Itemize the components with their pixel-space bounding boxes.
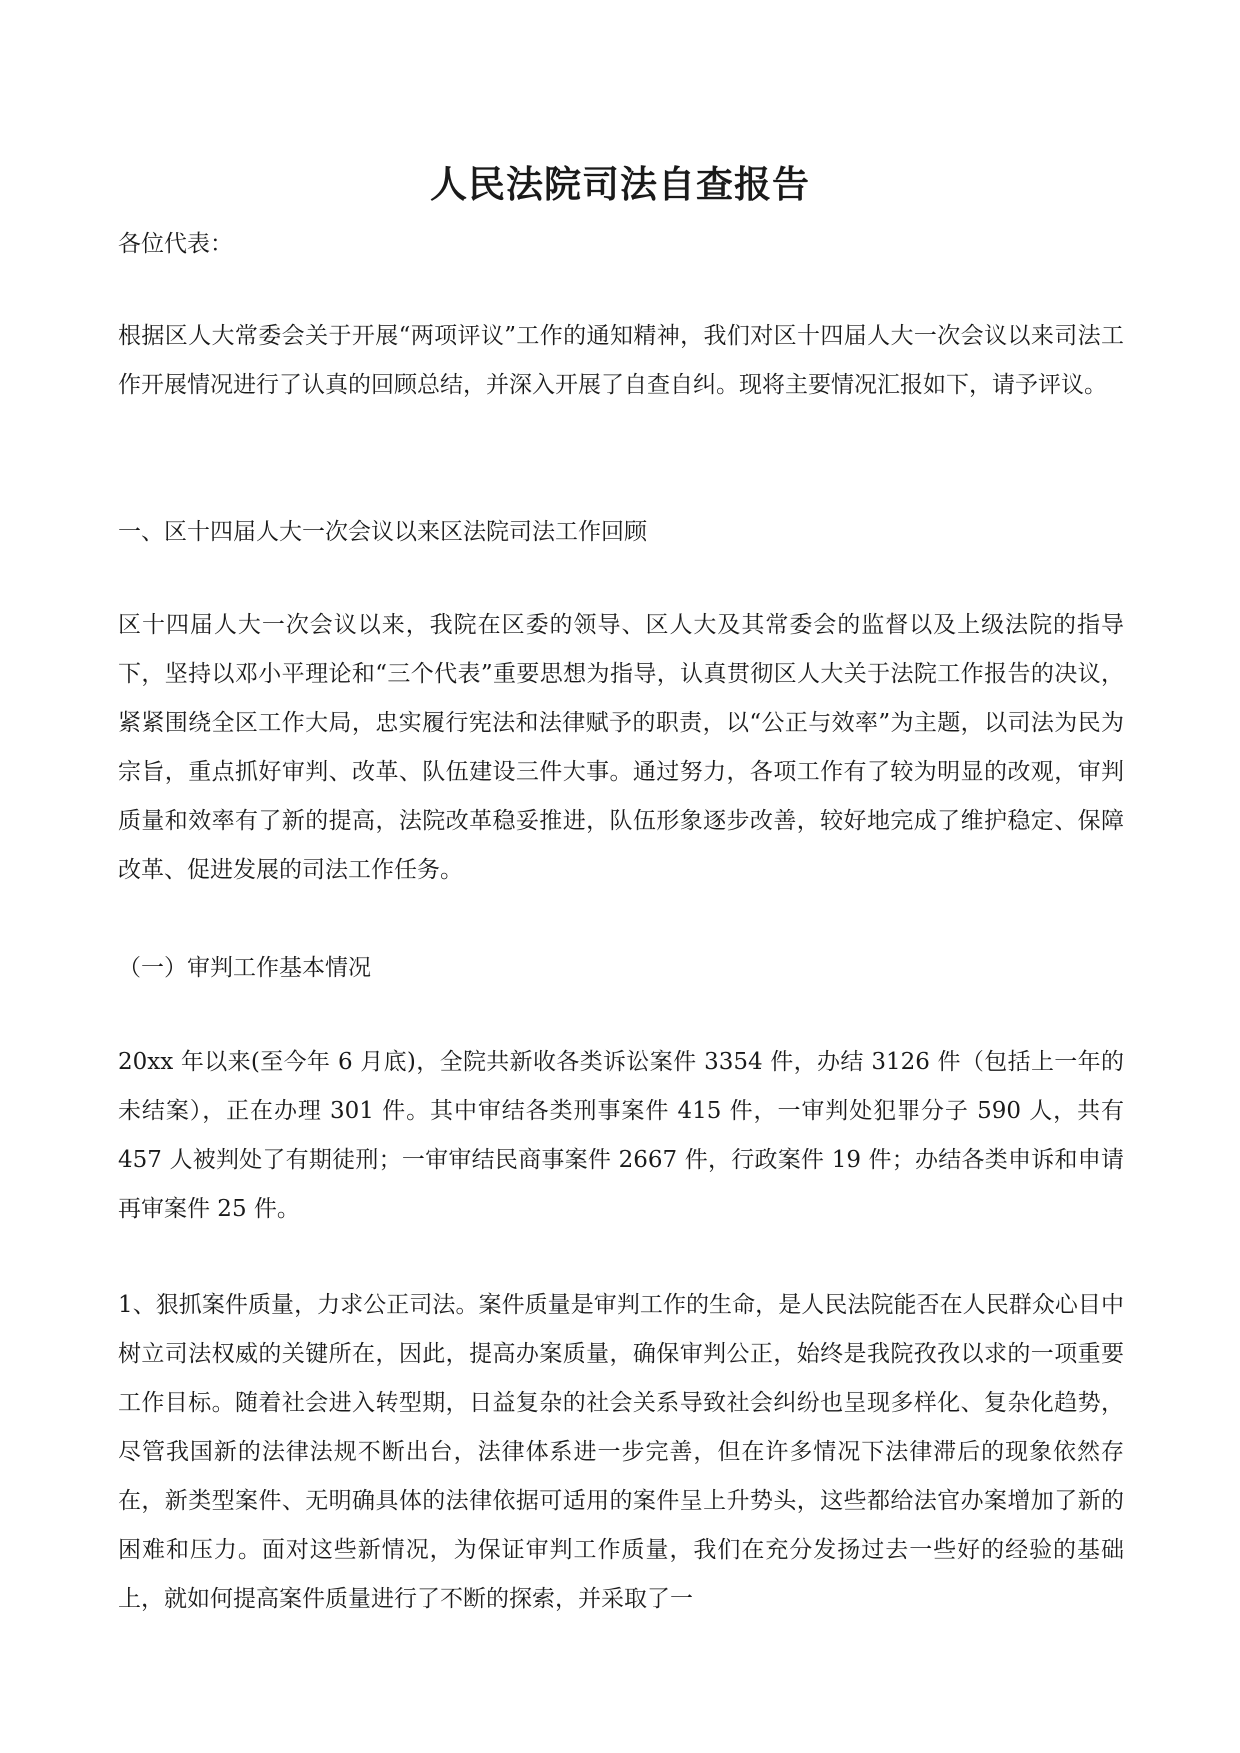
document-title: 人民法院司法自查报告: [430, 162, 810, 206]
paragraph-intro: 根据区人大常委会关于开展“两项评议”工作的通知精神，我们对区十四届人大一次会议以来司法工作开展情况进行了认真的回顾总结，并深入开展了自查自纠。现将主要情况汇报如下，请予评议。: [118, 323, 1124, 398]
salutation: 各位代表：: [118, 231, 233, 257]
section-heading-1: 一、区十四届人大一次会议以来区法院司法工作回顾: [118, 519, 647, 545]
subsection-heading-1: （一）审判工作基本情况: [118, 955, 371, 981]
paragraph-statistics: 20xx 年以来(至今年 6 月底)，全院共新收各类诉讼案件 3354 件，办结 3126 件（包括上一年的未结案），正在办理 301 件。其中审结各类刑事案件 415 件，一审判处犯罪分子 590 人，共有 457 人被判处了有期徒刑；一审审结民商事案件 2667 件，行政案件 19 件；办结各类申诉和申请再审案件 25 件。: [118, 1049, 1124, 1222]
paragraph-review: 区十四届人大一次会议以来，我院在区委的领导、区人大及其常委会的监督以及上级法院的指导下，坚持以邓小平理论和“三个代表”重要思想为指导，认真贯彻区人大关于法院工作报告的决议，紧紧围绕全区工作大局，忠实履行宪法和法律赋予的职责，以“公正与效率”为主题，以司法为民为宗旨，重点抓好审判、改革、队伍建设三件大事。通过努力，各项工作有了较为明显的改观，审判质量和效率有了新的提高，法院改革稳妥推进，队伍形象逐步改善，较好地完成了维护稳定、保障改革、促进发展的司法工作任务。: [118, 612, 1124, 883]
paragraph-case-quality: 1、狠抓案件质量，力求公正司法。案件质量是审判工作的生命，是人民法院能否在人民群众心目中树立司法权威的关键所在，因此，提高办案质量，确保审判公正，始终是我院孜孜以求的一项重要工作目标。随着社会进入转型期，日益复杂的社会关系导致社会纠纷也呈现多样化、复杂化趋势，尽管我国新的法律法规不断出台，法律体系进一步完善，但在许多情况下法律滞后的现象依然存在，新类型案件、无明确具体的法律依据可适用的案件呈上升势头，这些都给法官办案增加了新的困难和压力。面对这些新情况，为保证审判工作质量，我们在充分发扬过去一些好的经验的基础上，就如何提高案件质量进行了不断的探索，并采取了一: [118, 1292, 1124, 1612]
